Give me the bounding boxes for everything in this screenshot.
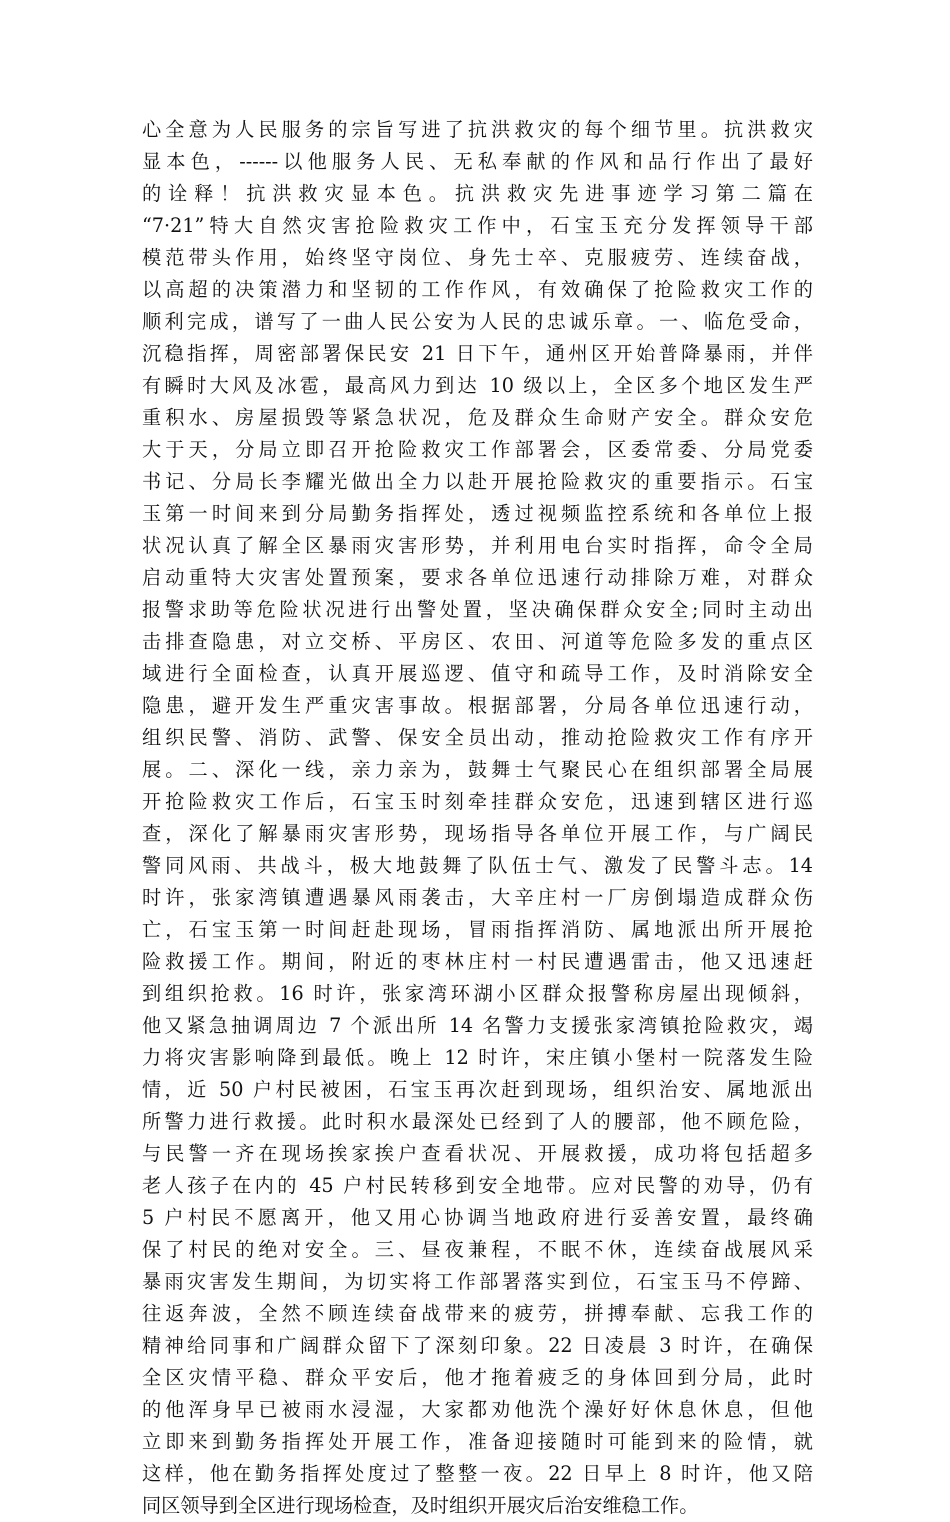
text-line: 到组织抢救。16 时许，张家湾环湖小区群众报警称房屋出现倾斜， (142, 982, 813, 1005)
text-line: 模范带头作用，始终坚守岗位、身先士卒、克服疲劳、连续奋战， (142, 246, 813, 269)
text-line: 以高超的决策潜力和坚韧的工作作风，有效确保了抢险救灾工作的 (142, 278, 813, 301)
text-line: 同区领导到全区进行现场检查，及时组织开展灾后治安维稳工作。 (142, 1494, 699, 1517)
text-line: 状况认真了解全区暴雨灾害形势，并利用电台实时指挥，命令全局 (142, 534, 813, 557)
text-line: 他又紧急抽调周边 7 个派出所 14 名警力支援张家湾镇抢险救灾，竭 (142, 1014, 813, 1037)
text-line: 暴雨灾害发生期间，为切实将工作部署落实到位，石宝玉马不停蹄、 (142, 1270, 813, 1293)
text-line: 的他浑身早已被雨水浸湿，大家都劝他洗个澡好好休息休息，但他 (142, 1398, 813, 1421)
text-line: 这样，他在勤务指挥处度过了整整一夜。22 日早上 8 时许，他又陪 (142, 1462, 813, 1485)
text-line: 全区灾情平稳、群众平安后，他才拖着疲乏的身体回到分局，此时 (142, 1366, 813, 1389)
text-line: 精神给同事和广阔群众留下了深刻印象。22 日凌晨 3 时许，在确保 (142, 1334, 813, 1357)
text-line: 域进行全面检查，认真开展巡逻、值守和疏导工作，及时消除安全 (142, 662, 813, 685)
text-line: “7·21”特大自然灾害抢险救灾工作中，石宝玉充分发挥领导干部 (142, 214, 813, 237)
text-line: 开抢险救灾工作后，石宝玉时刻牵挂群众安危，迅速到辖区进行巡 (142, 790, 813, 813)
text-line: 有瞬时大风及冰雹，最高风力到达 10 级以上，全区多个地区发生严 (142, 374, 813, 397)
text-line: 书记、分局长李耀光做出全力以赴开展抢险救灾的重要指示。石宝 (142, 470, 813, 493)
text-line: 力将灾害影响降到最低。晚上 12 时许，宋庄镇小堡村一院落发生险 (142, 1046, 813, 1069)
text-line: 立即来到勤务指挥处开展工作，准备迎接随时可能到来的险情，就 (142, 1430, 813, 1453)
text-line: 组织民警、消防、武警、保安全员出动，推动抢险救灾工作有序开 (142, 726, 813, 749)
text-line: 与民警一齐在现场挨家挨户查看状况、开展救援，成功将包括超多 (142, 1142, 813, 1165)
text-line: 警同风雨、共战斗，极大地鼓舞了队伍士气、激发了民警斗志。14 (142, 854, 813, 877)
text-line: 往返奔波，全然不顾连续奋战带来的疲劳，拼搏奉献、忘我工作的 (142, 1302, 813, 1325)
text-line: 展。二、深化一线，亲力亲为，鼓舞士气聚民心在组织部署全局展 (142, 758, 813, 781)
text-line: 查，深化了解暴雨灾害形势，现场指导各单位开展工作，与广阔民 (142, 822, 813, 845)
text-line: 击排查隐患，对立交桥、平房区、农田、河道等危险多发的重点区 (142, 630, 813, 653)
text-line: 情，近 50 户村民被困，石宝玉再次赶到现场，组织治安、属地派出 (142, 1078, 813, 1101)
text-line: 心全意为人民服务的宗旨写进了抗洪救灾的每个细节里。抗洪救灾 (142, 118, 813, 141)
text-line: 显本色，------以他服务人民、无私奉献的作风和品行作出了最好 (142, 150, 813, 173)
text-line: 保了村民的绝对安全。三、昼夜兼程，不眠不休，连续奋战展风采 (142, 1238, 813, 1261)
text-line: 亡，石宝玉第一时间赶赴现场，冒雨指挥消防、属地派出所开展抢 (142, 918, 813, 941)
text-line: 5 户村民不愿离开，他又用心协调当地政府进行妥善安置，最终确 (142, 1206, 813, 1229)
text-line: 所警力进行救援。此时积水最深处已经到了人的腰部，他不顾危险， (142, 1110, 813, 1133)
text-line: 的诠释！抗洪救灾显本色。抗洪救灾先进事迹学习第二篇在 (142, 182, 813, 205)
text-line: 重积水、房屋损毁等紧急状况，危及群众生命财产安全。群众安危 (142, 406, 813, 429)
text-line: 顺利完成，谱写了一曲人民公安为人民的忠诚乐章。一、临危受命， (142, 310, 813, 333)
text-line: 大于天，分局立即召开抢险救灾工作部署会，区委常委、分局党委 (142, 438, 813, 461)
text-line: 报警求助等危险状况进行出警处置，坚决确保群众安全;同时主动出 (142, 598, 813, 621)
text-line: 时许，张家湾镇遭遇暴风雨袭击，大辛庄村一厂房倒塌造成群众伤 (142, 886, 813, 909)
text-line: 隐患，避开发生严重灾害事故。根据部署，分局各单位迅速行动， (142, 694, 813, 717)
text-line: 启动重特大灾害处置预案，要求各单位迅速行动排除万难，对群众 (142, 566, 813, 589)
text-line: 老人孩子在内的 45 户村民转移到安全地带。应对民警的劝导，仍有 (142, 1174, 813, 1197)
text-line: 险救援工作。期间，附近的枣林庄村一村民遭遇雷击，他又迅速赶 (142, 950, 813, 973)
text-line: 玉第一时间来到分局勤务指挥处，透过视频监控系统和各单位上报 (142, 502, 813, 525)
text-line: 沉稳指挥，周密部署保民安 21 日下午，通州区开始普降暴雨，并伴 (142, 342, 813, 365)
document-body (142, 114, 813, 1522)
